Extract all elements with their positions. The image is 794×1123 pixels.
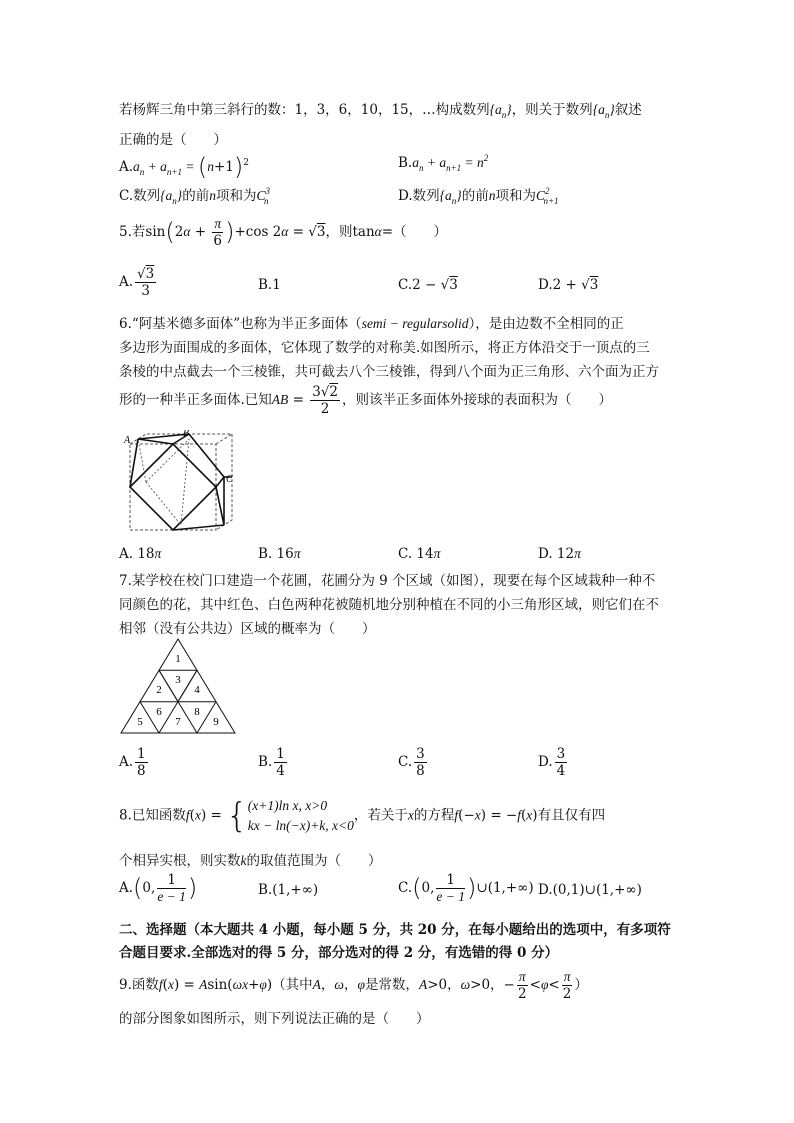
q5-stem: 5.若sin(2α + $\frac{\pi}{6}$ )+cos 2α = √3，则tanα=（ ） (119, 216, 448, 249)
q4-option-b-label: B. (398, 155, 413, 171)
q8-option-b[interactable]: B.(1,+∞) (258, 882, 319, 898)
q4-option-c-text2: 项和为 (215, 188, 257, 204)
q5-option-a[interactable]: A. $\frac{√3}{3}$ (119, 266, 155, 299)
q4-seq-a: $\{a_n\}$ (489, 102, 512, 120)
q6-polyhedron-figure (122, 430, 240, 540)
q7-region-6: 6 (156, 706, 162, 718)
q7-triangle-figure (118, 636, 238, 736)
q6-term: semi − regularsolid (361, 316, 469, 331)
q8-line2: 个相异实根，则实数k的取值范围为（ ） (119, 853, 382, 869)
q5-mid: +cos 2 (234, 224, 282, 240)
q4-stem-text: 若杨辉三角中第三斜行的数：1，3，6，10，15，…构成数列 (119, 102, 490, 118)
q9-line2: 的部分图象如图所示，则下列说法正确的是（ ） (119, 1011, 430, 1027)
q4-option-a[interactable]: $A.a_n + a_{n+1} = (n+1)^2$ (119, 153, 250, 181)
q4-option-a-label: A. (119, 159, 134, 175)
q6-label-b: B (183, 430, 190, 439)
q7-line2: 同颜色的花，其中红色、白色两种花被随机地分别种植在不同的小三角形区域，则它们在不 (119, 597, 659, 613)
q7-region-5: 5 (137, 716, 143, 728)
q4-option-d[interactable]: D.数列$\{a_n\}$的前n项和为$C^2_{n+1}$ (398, 186, 559, 206)
q4-option-c-label: C.数列 (119, 188, 161, 204)
q4-seq-b: $\{a_n\}$ (592, 102, 615, 120)
q4-option-c-text: 的前 (182, 188, 210, 204)
q4-option-b[interactable] (398, 153, 488, 173)
q4-option-b-math: $a_n + a_{n+1} = n^2$ (412, 153, 489, 173)
q8-case1: (x+1)ln x, x>0 (247, 798, 328, 813)
q7-option-a[interactable]: A. $\frac{1}{8}$ (119, 746, 146, 779)
q7-option-d[interactable]: D. $\frac{3}{4}$ (538, 746, 566, 779)
section2-line1: 二、选择题（本大题共 4 小题，每小题 5 分，共 20 分，在每小题给出的选项中，有多项符 (119, 922, 671, 938)
q4-option-a-math: $a_n + a_{n+1}$ = (133, 159, 198, 177)
q5-tail: ，则tan (325, 224, 375, 240)
q6-option-d[interactable]: D. 12π (538, 546, 581, 562)
q7-region-9: 9 (213, 716, 219, 728)
q6-line3: 条棱的中点截去一个三棱锥，共可截去八个三棱锥，得到八个面为正三角形、六个面为正方 (119, 364, 659, 380)
q6-option-b[interactable]: B. 16π (258, 546, 301, 562)
q5-option-d[interactable]: D.2 + √3 (538, 277, 599, 293)
q4-option-d-text2: 项和为 (495, 188, 536, 204)
q7-region-7: 7 (175, 716, 181, 728)
q7-line1: 7.某学校在校门口建造一个花圃，花圃分为 9 个区域（如图），现要在每个区域栽种一种不 (119, 573, 656, 589)
q4-stem-end: 叙述 (614, 102, 642, 118)
q4-stem-line2: 正确的是（ ） (119, 132, 227, 148)
q6-option-a[interactable]: A. 18π (119, 546, 162, 562)
q5-option-c[interactable]: C.2 − √3 (398, 277, 458, 293)
q8-stem: 8.已知函数f(x) = { (x+1)ln x, x>0 kx − ln(−x)+k, x<0 ，若关于x的方程f(−x) = −f(x)有且仅有四 (119, 796, 606, 836)
q6-line2: 多边形为面围成的多面体，它体现了数学的对称美.如图所示，将正方体沿交于一顶点的三 (119, 340, 650, 356)
q4-stem-line1 (119, 98, 642, 120)
q4-option-c[interactable]: C.数列$\{a_n\}$的前n项和为$C^3_n$ (119, 186, 270, 206)
q8-case2: kx − ln(−x)+k, x<0 (247, 818, 354, 833)
q4-option-d-label: D.数列 (398, 188, 440, 204)
q4-option-d-text: 的前 (461, 188, 489, 204)
q5-option-b[interactable]: B.1 (258, 277, 281, 293)
q7-region-8: 8 (194, 706, 200, 718)
q6-label-a: A (124, 435, 131, 446)
q5-end: =（ ） (381, 224, 448, 240)
q5-label: 5.若 (119, 224, 146, 240)
q6-label-c: C (226, 474, 233, 485)
q8-option-a[interactable]: A.(0, $\frac{1}{e - 1}$ ) (119, 872, 198, 904)
q7-option-b[interactable]: B. $\frac{1}{4}$ (258, 746, 285, 779)
q9-stem: 9.函数f(x) = Asin(ωx+φ)（其中A，ω，φ是常数，A>0，ω>0，− $\frac{\pi}{2}$ <φ< $\frac{\pi}{2}$ ） (119, 969, 588, 1002)
q7-region-2: 2 (156, 684, 162, 696)
paren-icon: ( (197, 153, 208, 181)
q8-option-d[interactable]: D.(0,1)∪(1,+∞) (538, 882, 642, 898)
q7-region-1: 1 (175, 653, 181, 665)
q8-option-c[interactable]: C.(0, $\frac{1}{e - 1}$ )∪(1,+∞) (398, 872, 534, 904)
q6-option-c[interactable]: C. 14π (398, 546, 441, 562)
q6-line1: 6.“阿基米德多面体”也称为半正多面体（semi − regularsolid），是由边数不全相同的正 (119, 316, 624, 332)
q7-line3: 相邻（没有公共边）区域的概率为（ ） (119, 621, 376, 637)
q6-line4: 形的一种半正多面体.已知AB = $\frac{3√2}{2}$ ，则该半正多面体外接球的表面积为（ ） (119, 384, 612, 417)
section2-line2: 合题目要求.全部选对的得 5 分，部分选对的得 2 分，有选错的得 0 分） (119, 945, 559, 961)
q7-region-4: 4 (194, 684, 200, 696)
q7-region-3: 3 (175, 674, 181, 686)
q4-stem-mid: ，则关于数列 (511, 102, 593, 118)
q7-option-c[interactable]: C. $\frac{3}{8}$ (398, 746, 425, 779)
